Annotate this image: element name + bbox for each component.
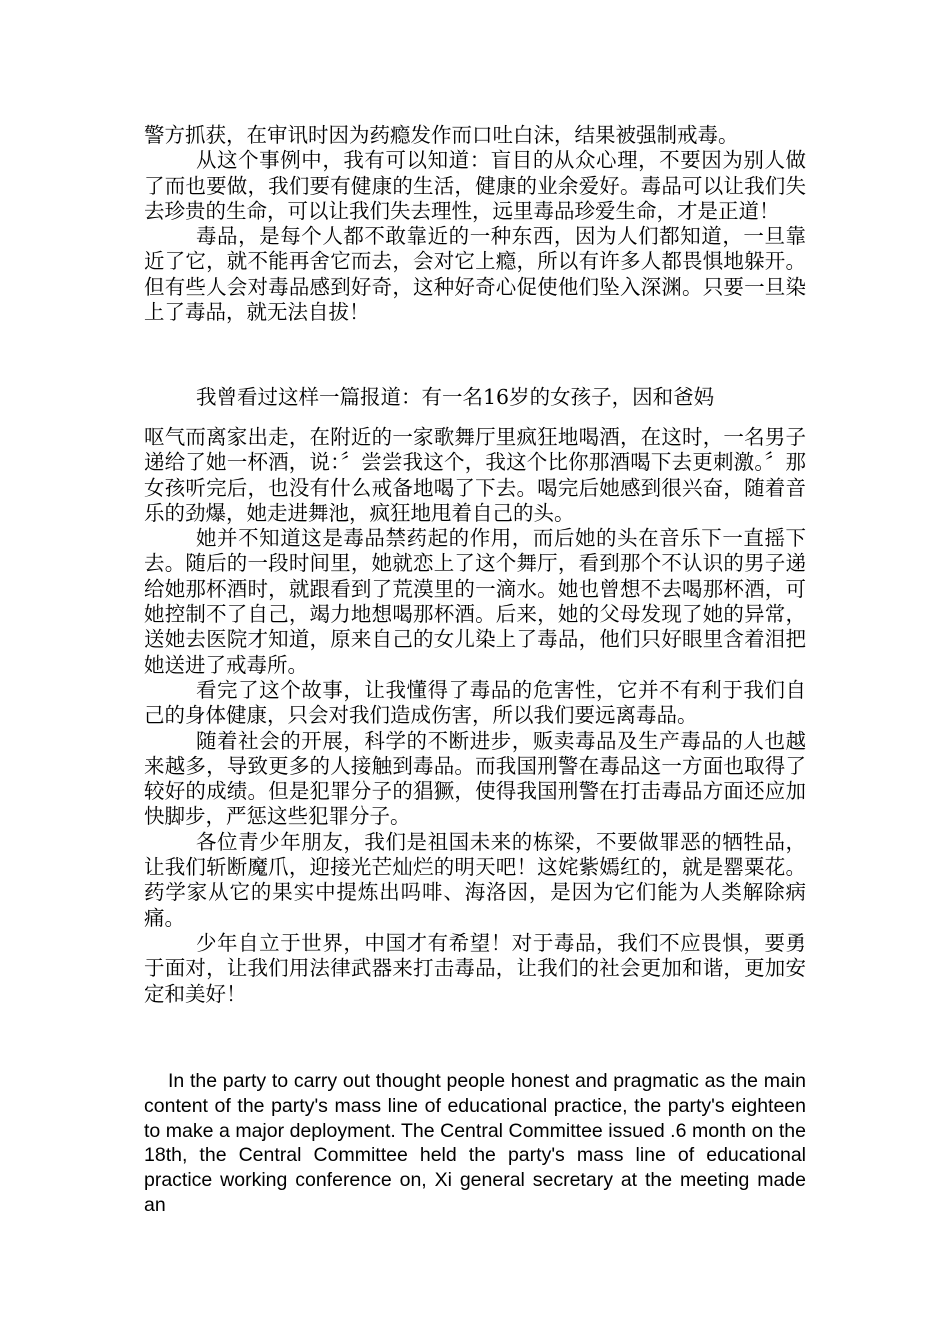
paragraph: 从这个事例中，我有可以知道：盲目的从众心理，不要因为别人做了而也要做，我们要有健康的生活，健康的业余爱好。毒品可以让我们失去珍贵的生命，可以让我们失去理性，远里毒品珍爱生命，才是正道！ [144,148,806,223]
paragraph: 少年自立于世界，中国才有希望！对于毒品，我们不应畏惧，要勇于面对，让我们用法律武器来打击毒品，让我们的社会更加和谐，更加安定和美好！ [144,930,806,1006]
english-text-block [144,1069,806,1218]
chinese-text-block-2 [144,385,806,410]
paragraph: 她并不知道这是毒品禁药起的作用，而后她的头在音乐下一直摇下去。随后的一段时间里，她就恋上了这个舞厅，看到那个不认识的男子递给她那杯酒时，就跟看到了荒漠里的一滴水。她也曾想不去喝那杯酒，可她控制不了自己，竭力地想喝那杯酒。后来，她的父母发现了她的异常，送她去医院才知道，原来自己的女儿染上了毒品，他们只好眼里含着泪把她送进了戒毒所。 [144,526,806,677]
paragraph: 毒品，是每个人都不敢靠近的一种东西，因为人们都知道，一旦靠近了它，就不能再舍它而去，会对它上瘾，所以有许多人都畏惧地躲开。但有些人会对毒品感到好奇，这种好奇心促使他们坠入深渊。只要一旦染上了毒品，就无法自拔！ [144,224,806,325]
paragraph: 我曾看过这样一篇报道：有一名16岁的女孩子，因和爸妈 [196,385,715,409]
chinese-text-block-3 [144,425,806,1007]
english-paragraph: In the party to carry out thought people honest and pragmatic as the main content of the party's mass line of educational practice, the party's eighteen to make a major deployment. The Central Committee issued .6 month on the 18th, the Central Committee held the party's mass line of educational practice working conference on, Xi general secretary at the meeting made an [144,1070,806,1216]
chinese-text-block-1 [144,123,806,325]
paragraph: 随着社会的开展，科学的不断进步，贩卖毒品及生产毒品的人也越来越多，导致更多的人接触到毒品。而我国刑警在毒品这一方面也取得了较好的成绩。但是犯罪分子的猖獗，使得我国刑警在打击毒品方面还应加快脚步，严惩这些犯罪分子。 [144,728,806,829]
paragraph: 看完了这个故事，让我懂得了毒品的危害性，它并不有利于我们自己的身体健康，只会对我们造成伤害，所以我们要远离毒品。 [144,677,806,728]
paragraph: 各位青少年朋友，我们是祖国未来的栋梁，不要做罪恶的牺牲品，让我们斩断魔爪，迎接光芒灿烂的明天吧！这姹紫嫣红的，就是罂粟花。药学家从它的果实中提炼出吗啡、海洛因，是因为它们能为人类解除病痛。 [144,829,806,930]
paragraph: 呕气而离家出走，在附近的一家歌舞厅里疯狂地喝酒，在这时，一名男子递给了她一杯酒，说：〞尝尝我这个，我这个比你那酒喝下去更刺激。〞那女孩听完后，也没有什么戒备地喝了下去。喝完后她感到很兴奋，随着音乐的劲爆，她走进舞池，疯狂地甩着自己的头。 [144,425,806,525]
paragraph: 警方抓获，在审讯时因为药瘾发作而口吐白沫，结果被强制戒毒。 [144,123,739,147]
